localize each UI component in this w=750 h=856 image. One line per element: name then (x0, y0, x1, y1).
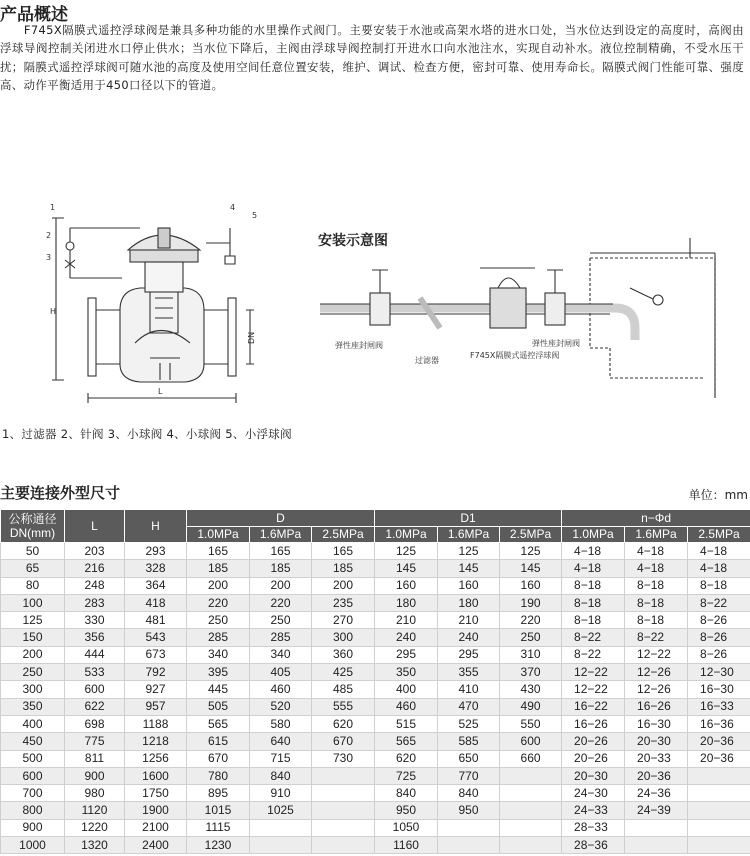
table-cell: 840 (438, 785, 500, 802)
table-cell: 2100 (125, 819, 187, 836)
table-cell: 295 (375, 646, 438, 663)
table-cell (250, 819, 312, 836)
table-cell: 543 (125, 629, 187, 646)
table-cell: 650 (438, 750, 500, 767)
table-cell: 250 (500, 629, 562, 646)
table-cell: 250 (187, 612, 250, 629)
table-cell: 1750 (125, 785, 187, 802)
table-cell: 615 (187, 733, 250, 750)
table-cell (625, 819, 688, 836)
table-cell: 418 (125, 594, 187, 611)
table-cell: 580 (250, 715, 312, 732)
table-cell: 20−30 (562, 767, 625, 784)
table-cell (500, 802, 562, 819)
table-cell: 200 (312, 577, 375, 594)
table-cell: 20−30 (625, 733, 688, 750)
table-cell: 12−26 (625, 664, 688, 681)
header-pressure: 2.5MPa (500, 526, 562, 543)
callout-1: 1 (50, 203, 56, 212)
callout-4: 4 (230, 203, 236, 212)
table-cell (688, 837, 750, 854)
table-cell: 8−18 (688, 577, 750, 594)
table-cell: 200 (187, 577, 250, 594)
header-h: H (125, 510, 187, 543)
table-cell: 283 (65, 594, 125, 611)
header-pressure: 1.6MPa (625, 526, 688, 543)
table-row (1, 750, 750, 767)
diagram-legend: 1、过滤器 2、针阀 3、小球阀 4、小球阀 5、小浮球阀 (2, 427, 292, 441)
table-cell: 185 (187, 560, 250, 577)
table-cell: 340 (187, 646, 250, 663)
table-cell: 600 (500, 733, 562, 750)
table-cell: 715 (250, 750, 312, 767)
table-cell: 811 (65, 750, 125, 767)
table-cell: 1188 (125, 715, 187, 732)
table-row (1, 629, 750, 646)
label-filter: 过滤器 (415, 356, 439, 365)
table-cell: 150 (1, 629, 65, 646)
table-cell: 295 (438, 646, 500, 663)
table-cell: 285 (250, 629, 312, 646)
table-cell: 12−30 (688, 664, 750, 681)
table-cell (312, 819, 375, 836)
table-cell: 16−26 (625, 698, 688, 715)
table-cell: 50 (1, 543, 65, 560)
table-cell (688, 767, 750, 784)
table-cell: 400 (1, 715, 65, 732)
table-row (1, 715, 750, 732)
table-cell: 356 (65, 629, 125, 646)
table-cell: 24−30 (562, 785, 625, 802)
table-cell: 8−22 (625, 629, 688, 646)
table-cell: 800 (1, 802, 65, 819)
table-cell (500, 837, 562, 854)
table-cell: 600 (65, 681, 125, 698)
table-cell: 600 (1, 767, 65, 784)
table-cell: 444 (65, 646, 125, 663)
table-cell: 8−22 (688, 594, 750, 611)
table-cell: 165 (187, 543, 250, 560)
install-title: 安装示意图 (318, 233, 388, 249)
dimension-table (0, 509, 750, 854)
table-cell: 505 (187, 698, 250, 715)
table-cell: 927 (125, 681, 187, 698)
table-cell: 4−18 (688, 560, 750, 577)
table-cell: 20−36 (688, 750, 750, 767)
table-cell: 8−26 (688, 612, 750, 629)
table-cell: 310 (500, 646, 562, 663)
table-cell: 220 (500, 612, 562, 629)
table-row (1, 767, 750, 784)
table-cell: 300 (312, 629, 375, 646)
table-cell: 360 (312, 646, 375, 663)
header-pressure: 1.6MPa (250, 526, 312, 543)
label-gate-valve-2: 弹性座封闸阀 (532, 339, 580, 348)
table-cell: 950 (375, 802, 438, 819)
table-cell: 1025 (250, 802, 312, 819)
table-cell: 20−33 (625, 750, 688, 767)
table-cell: 565 (187, 715, 250, 732)
table-cell: 270 (312, 612, 375, 629)
table-row (1, 802, 750, 819)
table-cell: 585 (438, 733, 500, 750)
table-cell: 20−36 (688, 733, 750, 750)
table-cell (312, 837, 375, 854)
table-cell: 481 (125, 612, 187, 629)
table-cell: 240 (438, 629, 500, 646)
table-cell: 1218 (125, 733, 187, 750)
header-pressure: 2.5MPa (688, 526, 750, 543)
table-cell: 28−33 (562, 819, 625, 836)
table-cell: 450 (1, 733, 65, 750)
table-cell (688, 819, 750, 836)
table-cell: 16−33 (688, 698, 750, 715)
table-cell: 1256 (125, 750, 187, 767)
table-cell: 910 (250, 785, 312, 802)
table-row (1, 543, 750, 560)
table-cell (312, 802, 375, 819)
table-cell: 160 (375, 577, 438, 594)
table-cell: 24−33 (562, 802, 625, 819)
table-cell (312, 767, 375, 784)
table-cell: 700 (1, 785, 65, 802)
table-cell: 1050 (375, 819, 438, 836)
table-cell: 8−26 (688, 646, 750, 663)
table-cell (500, 767, 562, 784)
table-cell: 1115 (187, 819, 250, 836)
table-cell (500, 819, 562, 836)
table-cell: 20−26 (562, 733, 625, 750)
table-cell (250, 837, 312, 854)
table-cell: 285 (187, 629, 250, 646)
table-cell: 730 (312, 750, 375, 767)
header-pressure: 1.6MPa (438, 526, 500, 543)
table-cell: 210 (438, 612, 500, 629)
table-cell: 1220 (65, 819, 125, 836)
table-cell: 145 (500, 560, 562, 577)
table-cell: 895 (187, 785, 250, 802)
table-cell: 485 (312, 681, 375, 698)
table-cell: 840 (375, 785, 438, 802)
table-cell: 670 (312, 733, 375, 750)
table-cell: 16−30 (688, 681, 750, 698)
table-row (1, 819, 750, 836)
dim-h-label: H (50, 307, 57, 316)
table-cell: 525 (438, 715, 500, 732)
table-cell: 980 (65, 785, 125, 802)
table-body (1, 543, 750, 854)
table-cell: 405 (250, 664, 312, 681)
table-cell: 490 (500, 698, 562, 715)
table-cell: 460 (250, 681, 312, 698)
table-cell: 200 (250, 577, 312, 594)
table-cell: 190 (500, 594, 562, 611)
table-title: 主要连接外型尺寸 (0, 484, 121, 502)
table-cell: 500 (1, 750, 65, 767)
table-cell: 1320 (65, 837, 125, 854)
valve-section-drawing (10, 198, 260, 410)
table-cell (688, 785, 750, 802)
table-cell: 1230 (187, 837, 250, 854)
table-cell: 216 (65, 560, 125, 577)
table-cell: 4−18 (562, 543, 625, 560)
table-cell: 340 (250, 646, 312, 663)
table-cell: 4−18 (625, 560, 688, 577)
table-cell: 16−26 (562, 715, 625, 732)
table-row (1, 612, 750, 629)
table-cell: 293 (125, 543, 187, 560)
header-l: L (65, 510, 125, 543)
table-cell (500, 785, 562, 802)
table-cell: 470 (438, 698, 500, 715)
table-cell (438, 819, 500, 836)
table-cell: 145 (375, 560, 438, 577)
table-cell: 370 (500, 664, 562, 681)
table-cell: 698 (65, 715, 125, 732)
table-cell: 460 (375, 698, 438, 715)
table-row (1, 733, 750, 750)
table-cell: 400 (375, 681, 438, 698)
callout-3: 3 (46, 253, 52, 262)
header-pressure: 2.5MPa (312, 526, 375, 543)
callout-2: 2 (46, 231, 52, 240)
table-cell: 165 (312, 543, 375, 560)
callout-5: 5 (252, 211, 258, 220)
table-cell: 900 (65, 767, 125, 784)
table-cell: 185 (250, 560, 312, 577)
table-cell: 2400 (125, 837, 187, 854)
table-cell (688, 802, 750, 819)
table-cell: 520 (250, 698, 312, 715)
table-cell: 125 (438, 543, 500, 560)
table-cell: 100 (1, 594, 65, 611)
table-cell: 4−18 (562, 560, 625, 577)
table-cell: 1000 (1, 837, 65, 854)
table-cell: 8−18 (562, 612, 625, 629)
overview-text: F745X隔膜式遥控浮球阀是兼具多种功能的水里操作式阀门。主要安装于水池或高架水塔的进水口处，当水位达到设定的高度时，高阀由浮球导阀控制关闭进水口停止供水；当水位下降后，主阀由浮球导阀控制打开进水口向水池注水，实现自动补水。液位控制精确，不受水压干扰；隔膜式遥控浮球阀可随水池的高度及使用空间任意位置安装，维护、调试、检查方便，密封可靠、使用寿命长。隔膜式阀门性能可靠、强度高、动作平衡适用于450口径以下的管道。 (0, 23, 744, 93)
table-cell: 8−22 (562, 646, 625, 663)
table-cell: 235 (312, 594, 375, 611)
table-cell: 425 (312, 664, 375, 681)
table-row (1, 577, 750, 594)
table-cell: 16−36 (688, 715, 750, 732)
table-row (1, 664, 750, 681)
header-pressure: 1.0MPa (187, 526, 250, 543)
table-cell: 160 (438, 577, 500, 594)
table-cell: 620 (375, 750, 438, 767)
table-cell: 957 (125, 698, 187, 715)
unit-label: 单位：mm (688, 488, 748, 502)
table-cell: 12−22 (562, 664, 625, 681)
table-cell: 355 (438, 664, 500, 681)
table-cell: 20−36 (625, 767, 688, 784)
table-cell: 12−26 (625, 681, 688, 698)
table-cell (438, 837, 500, 854)
table-row (1, 698, 750, 715)
table-cell: 250 (1, 664, 65, 681)
table-cell: 350 (1, 698, 65, 715)
table-cell: 250 (250, 612, 312, 629)
dim-dn-label: DN (247, 331, 256, 344)
header-nd: n−Φd (562, 510, 750, 527)
table-cell: 1900 (125, 802, 187, 819)
table-cell: 620 (312, 715, 375, 732)
table-cell: 200 (1, 646, 65, 663)
table-cell: 622 (65, 698, 125, 715)
header-d: D (187, 510, 375, 527)
table-cell: 640 (250, 733, 312, 750)
table-cell: 210 (375, 612, 438, 629)
table-cell: 125 (500, 543, 562, 560)
table-cell: 8−18 (625, 612, 688, 629)
header-pressure: 1.0MPa (562, 526, 625, 543)
table-cell: 670 (187, 750, 250, 767)
table-cell: 125 (375, 543, 438, 560)
table-cell: 4−18 (688, 543, 750, 560)
table-cell: 220 (187, 594, 250, 611)
table-cell: 840 (250, 767, 312, 784)
header-d1: D1 (375, 510, 562, 527)
table-cell: 1015 (187, 802, 250, 819)
table-cell: 24−39 (625, 802, 688, 819)
table-cell: 240 (375, 629, 438, 646)
header-dn: 公称通径 DN(mm) (1, 510, 65, 543)
label-gate-valve-1: 弹性座封闸阀 (335, 341, 383, 350)
table-cell: 515 (375, 715, 438, 732)
table-cell: 12−22 (625, 646, 688, 663)
table-row (1, 837, 750, 854)
header-pressure: 1.0MPa (375, 526, 438, 543)
table-row (1, 646, 750, 663)
table-cell: 792 (125, 664, 187, 681)
table-cell: 8−18 (562, 577, 625, 594)
table-cell: 350 (375, 664, 438, 681)
table-cell: 28−36 (562, 837, 625, 854)
table-row (1, 785, 750, 802)
table-cell: 328 (125, 560, 187, 577)
table-cell: 430 (500, 681, 562, 698)
table-cell: 145 (438, 560, 500, 577)
table-cell: 16−22 (562, 698, 625, 715)
table-cell: 8−18 (625, 577, 688, 594)
table-cell: 16−30 (625, 715, 688, 732)
table-cell: 1160 (375, 837, 438, 854)
table-cell: 330 (65, 612, 125, 629)
table-cell: 780 (187, 767, 250, 784)
table-cell: 395 (187, 664, 250, 681)
table-cell (312, 785, 375, 802)
table-cell (625, 837, 688, 854)
table-cell: 203 (65, 543, 125, 560)
table-cell: 220 (250, 594, 312, 611)
dim-l-label: L (158, 387, 163, 396)
table-cell: 180 (438, 594, 500, 611)
table-cell: 565 (375, 733, 438, 750)
table-cell: 20−26 (562, 750, 625, 767)
table-cell: 673 (125, 646, 187, 663)
table-cell: 8−26 (688, 629, 750, 646)
table-cell: 185 (312, 560, 375, 577)
table-cell: 4−18 (625, 543, 688, 560)
table-cell: 165 (250, 543, 312, 560)
label-main-valve: F745X隔膜式遥控浮球阀 (470, 351, 560, 360)
table-cell: 725 (375, 767, 438, 784)
table-cell: 12−22 (562, 681, 625, 698)
table-cell: 533 (65, 664, 125, 681)
table-cell: 8−22 (562, 629, 625, 646)
table-row (1, 594, 750, 611)
table-cell: 80 (1, 577, 65, 594)
table-cell: 8−18 (562, 594, 625, 611)
table-row (1, 681, 750, 698)
table-cell: 950 (438, 802, 500, 819)
table-cell: 775 (65, 733, 125, 750)
table-cell: 364 (125, 577, 187, 594)
table-cell: 180 (375, 594, 438, 611)
overview-title: 产品概述 (0, 5, 68, 25)
table-cell: 125 (1, 612, 65, 629)
table-cell: 550 (500, 715, 562, 732)
table-cell: 1120 (65, 802, 125, 819)
table-cell: 160 (500, 577, 562, 594)
table-cell: 900 (1, 819, 65, 836)
table-cell: 24−36 (625, 785, 688, 802)
table-cell: 65 (1, 560, 65, 577)
table-cell: 248 (65, 577, 125, 594)
table-row (1, 560, 750, 577)
table-cell: 8−18 (625, 594, 688, 611)
install-diagram (310, 228, 740, 403)
table-cell: 1600 (125, 767, 187, 784)
table-cell: 660 (500, 750, 562, 767)
table-cell: 445 (187, 681, 250, 698)
table-cell: 300 (1, 681, 65, 698)
table-cell: 770 (438, 767, 500, 784)
table-cell: 555 (312, 698, 375, 715)
table-cell: 410 (438, 681, 500, 698)
